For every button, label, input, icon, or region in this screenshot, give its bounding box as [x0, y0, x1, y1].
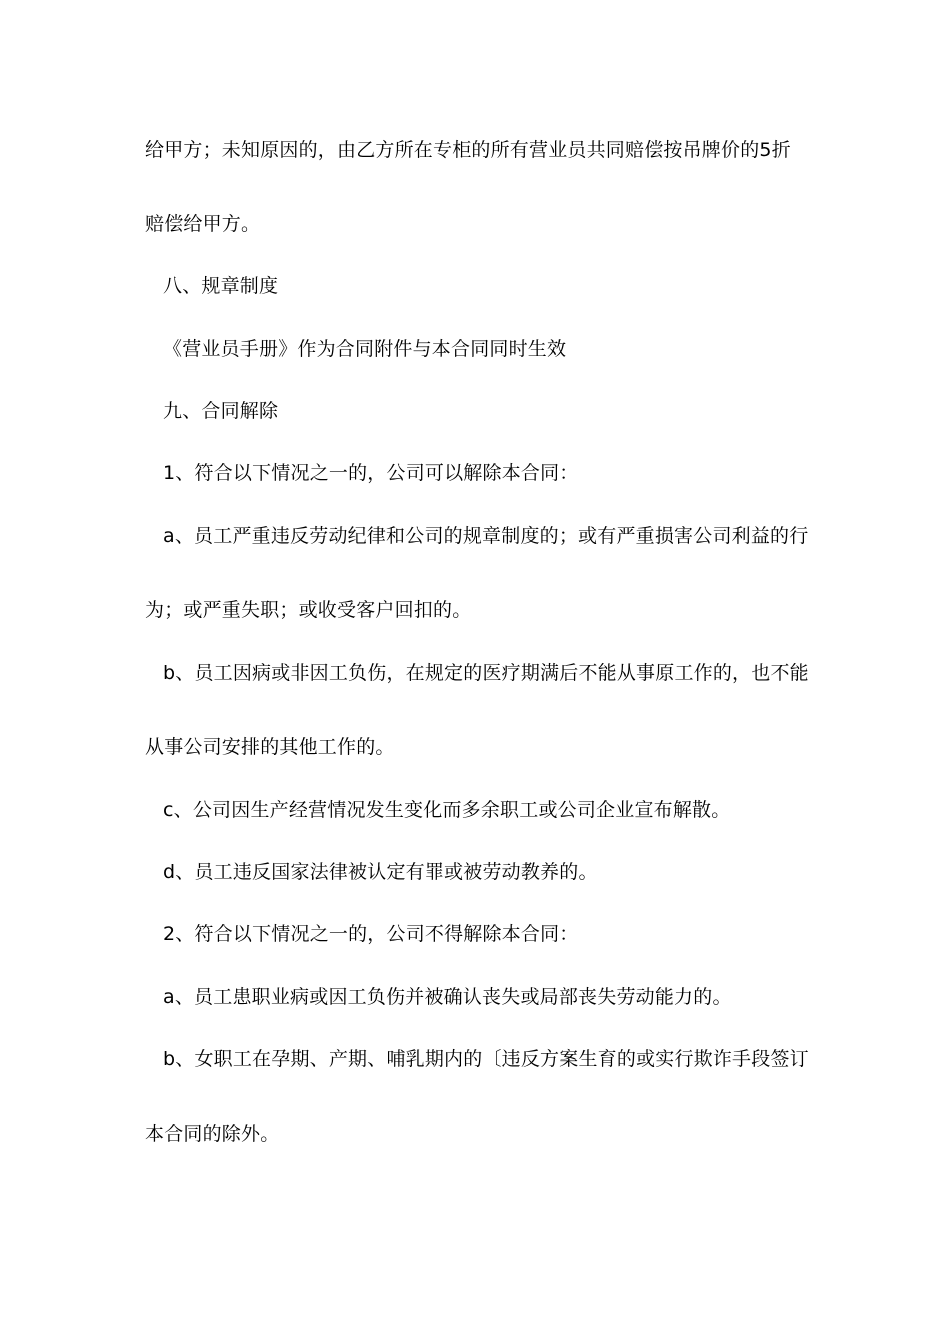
paragraph-line: 本合同的除外。: [145, 1123, 280, 1145]
paragraph-line: a、员工患职业病或因工负伤并被确认丧失或局部丧失劳动能力的。: [163, 986, 732, 1008]
paragraph-line: 《营业员手册》作为合同附件与本合同同时生效: [163, 338, 567, 360]
paragraph-line: b、员工因病或非因工负伤，在规定的医疗期满后不能从事原工作的，也不能: [163, 662, 809, 684]
paragraph-line: 给甲方；未知原因的，由乙方所在专柜的所有营业员共同赔偿按吊牌价的5折: [145, 139, 791, 161]
section-heading-regulations: 八、规章制度: [163, 275, 279, 297]
paragraph-line: 为；或严重失职；或收受客户回扣的。: [145, 599, 472, 621]
paragraph-line: c、公司因生产经营情况发生变化而多余职工或公司企业宣布解散。: [163, 799, 731, 821]
paragraph-line: 2、符合以下情况之一的，公司不得解除本合同：: [163, 923, 579, 945]
paragraph-line: 1、符合以下情况之一的，公司可以解除本合同：: [163, 462, 579, 484]
paragraph-line: b、女职工在孕期、产期、哺乳期内的〔违反方案生育的或实行欺诈手段签订: [163, 1048, 809, 1070]
section-heading-termination: 九、合同解除: [163, 400, 279, 422]
paragraph-line: a、员工严重违反劳动纪律和公司的规章制度的；或有严重损害公司利益的行: [163, 525, 809, 547]
paragraph-line: 从事公司安排的其他工作的。: [145, 736, 395, 758]
paragraph-line: d、员工违反国家法律被认定有罪或被劳动教养的。: [163, 861, 598, 883]
paragraph-line: 赔偿给甲方。: [145, 213, 261, 235]
